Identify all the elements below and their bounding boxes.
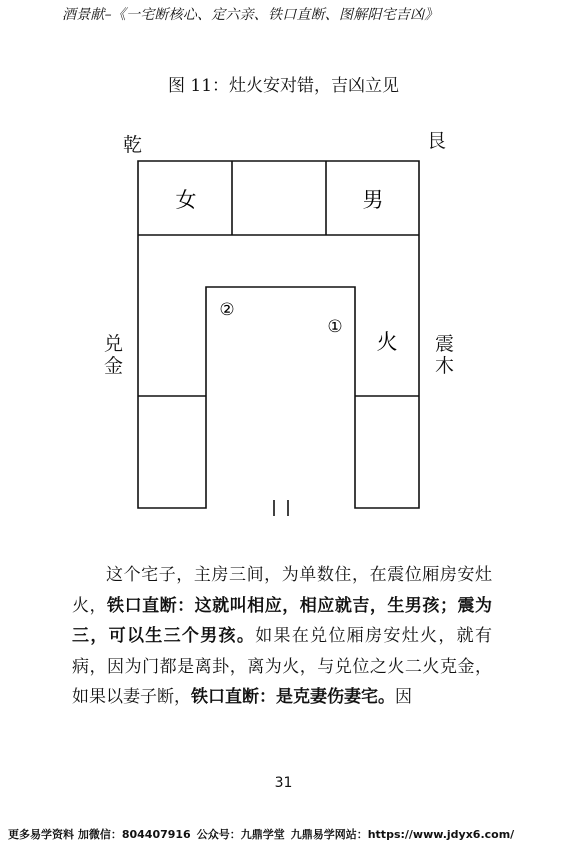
text-segment: 如果在兑位厢房安灶火，就有病，因为门都是离卦，离为火，与兑位之火二火克金，如果以妻子断，	[72, 626, 493, 707]
page-number: 31	[274, 775, 293, 791]
direction-zhen-element: 木	[435, 355, 455, 377]
text-segment: 因	[395, 687, 412, 707]
figure-caption: 图 11：灶火安对错，吉凶立见	[167, 76, 400, 96]
paragraph	[72, 560, 492, 713]
footer-wechat: 更多易学资料 加微信：804407916	[8, 828, 191, 841]
footer-public-account: 公众号：九鼎学堂	[196, 828, 285, 841]
running-header: 酒景献–《一宅断核心、定六亲、铁口直断、图解阳宅吉凶》	[62, 7, 439, 23]
body-paragraph	[72, 560, 492, 713]
direction-gen: 艮	[427, 130, 447, 152]
direction-zhen-trigram: 震	[435, 333, 455, 355]
direction-dui-trigram: 兑	[104, 333, 124, 355]
room-label-huo: 火	[376, 330, 398, 354]
room-label-nv: 女	[175, 188, 197, 212]
text-segment-bold: 铁口直断：是克妻伤妻宅。	[191, 687, 395, 707]
marker-two: ②	[219, 300, 235, 320]
footer	[8, 826, 560, 842]
direction-qian: 乾	[123, 134, 143, 156]
footer-website-link[interactable]: 九鼎易学网站：https://www.jdyx6.com/	[290, 828, 515, 841]
direction-dui-element: 金	[104, 355, 124, 377]
room-label-nan: 男	[362, 188, 384, 212]
text-segment-bold: 铁口直断：这就叫相应，相应就吉，生男孩；震为三，可以生三个男孩。	[72, 595, 493, 646]
text-segment: 这个宅子，主房三间，为单数住，在震位厢房安灶火，	[72, 565, 492, 616]
marker-one: ①	[327, 317, 343, 337]
